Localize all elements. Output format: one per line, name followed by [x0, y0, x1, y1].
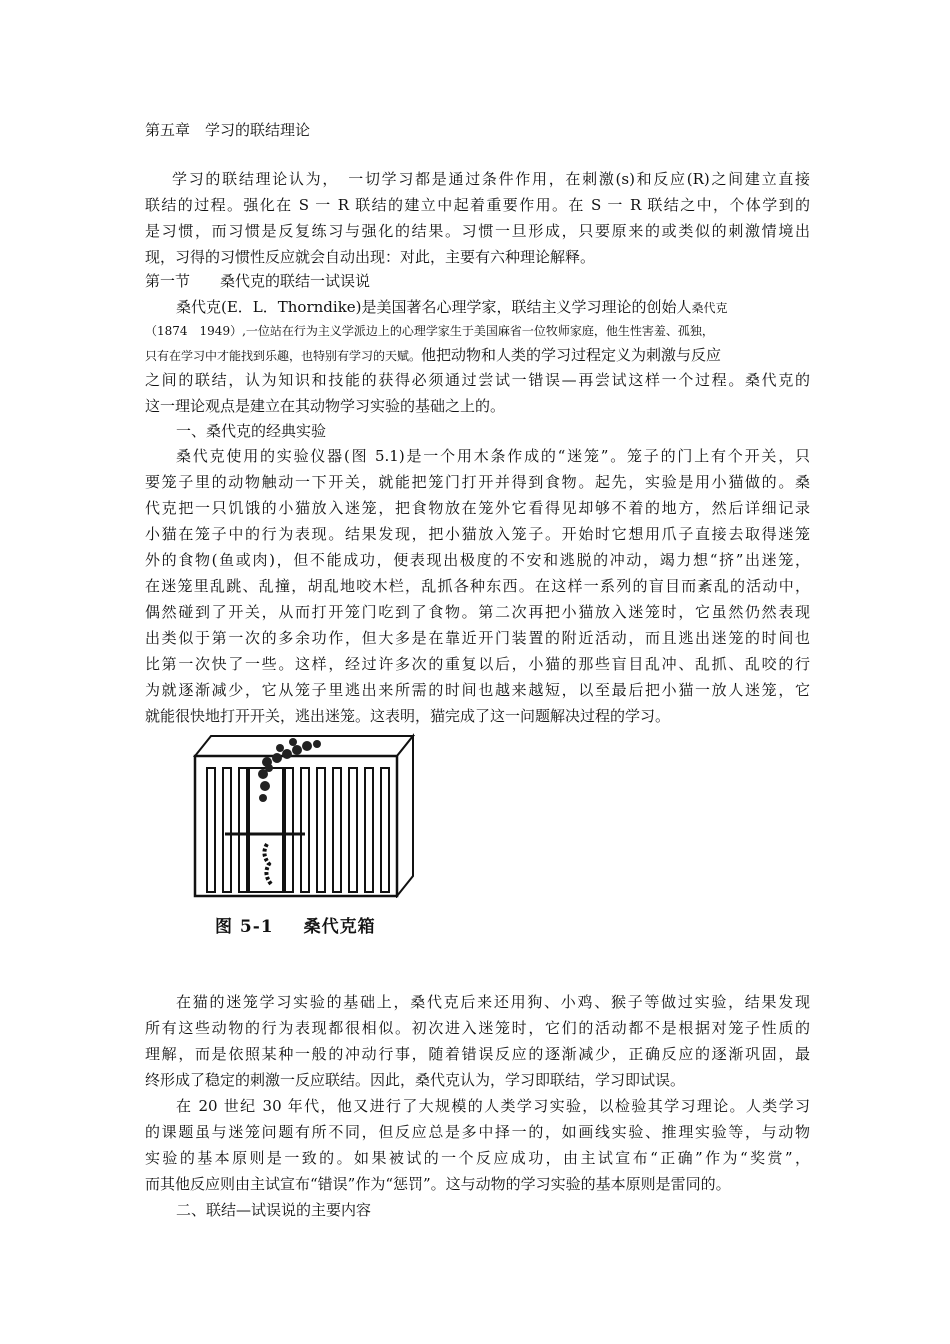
subsection-1-title: 一、桑代克的经典实验 [176, 422, 327, 440]
intro-line-3: 是习惯，而习惯是反复练习与强化的结果。习惯一旦形成，只要原来的或类似的刺激情境出 [145, 222, 810, 240]
figure-caption [215, 912, 376, 937]
human-experiment-line-3: 实验的基本原则是一致的。如果被试的一个反应成功，由主试宣布“正确”作为“奖赏”， [145, 1149, 810, 1167]
experiment-line-8: 出类似于第一次的多余功作，但大多是在靠近开门装置的附近活动，而且逃出迷笼的时间也 [145, 629, 810, 647]
human-experiment-line-1: 在 20 世纪 30 年代，他又进行了大规模的人类学习实验，以检验其学习理论。人类学习 [176, 1097, 810, 1115]
human-experiment-line-2: 的课题虽与迷笼问题有所不同，但反应总是多中择一的，如画线实验、推理实验等，与动物 [145, 1123, 810, 1141]
experiment-line-3: 代克把一只饥饿的小猫放入迷笼，把食物放在笼外它看得见却够不着的地方，然后详细记录 [145, 499, 810, 517]
thorndike-line-1 [176, 294, 810, 321]
experiment-line-10: 为就逐渐减少，它从笼子里逃出来所需的时间也越来越短，以至最后把小猫一放人迷笼，它 [145, 681, 810, 699]
experiment-line-6: 在迷笼里乱跳、乱撞，胡乱地咬木栏，乱抓各种东西。在这样一系列的盲目而紊乱的活动中， [145, 577, 810, 595]
thorndike-line-2-note: （1874 1949）,一位站在行为主义学派边上的心理学家生于美国麻省一位牧师家庭，他生性害羞、孤独， [145, 324, 714, 338]
experiment-line-4: 小猫在笼子中的行为表现。结果发现，把小猫放入笼子。开始时它想用爪子直接去取得迷笼 [145, 525, 810, 543]
experiment-line-2: 要笼子里的动物触动一下开关，就能把笼门打开并得到食物。起先，实验是用小猫做的。桑 [145, 473, 810, 491]
figure-number: 图 5-1 [215, 917, 274, 937]
thorndike-line-4: 之间的联结，认为知识和技能的获得必须通过尝试一错误—再尝试这样一个过程。桑代克的 [145, 371, 810, 389]
intro-line-2: 联结的过程。强化在 S 一 R 联结的建立中起着重要作用。在 S 一 R 联结之中，个体学到的 [145, 196, 810, 214]
figure-title: 桑代克箱 [303, 917, 376, 937]
experiment-line-9: 比第一次快了一些。这样，经过许多次的重复以后，小猫的那些盲目乱冲、乱抓、乱咬的行 [145, 655, 810, 673]
thorndike-line-3-note: 只有在学习中才能找到乐趣，也特别有学习的天赋。 [145, 349, 422, 363]
thorndike-line-1-note: 桑代克 [691, 301, 728, 315]
after-figure-line-2: 所有这些动物的行为表现都很相似。初次进入迷笼时，它们的活动都不是根据对笼子性质的 [145, 1019, 810, 1037]
human-experiment-line-4: 而其他反应则由主试宣布“错误”作为“惩罚”。这与动物的学习实验的基本原则是雷同的。 [145, 1175, 731, 1193]
subsection-2-title: 二、联结—试误说的主要内容 [176, 1201, 372, 1219]
chapter-title: 第五章 学习的联结理论 [145, 121, 311, 139]
experiment-line-1: 桑代克使用的实验仪器(图 5.1)是一个用木条作成的“迷笼”。笼子的门上有个开关，只 [176, 447, 810, 465]
experiment-line-5: 外的食物(鱼或肉)，但不能成功，便表现出极度的不安和逃脱的冲动，竭力想“挤”出迷笼， [145, 551, 810, 569]
thorndike-puzzle-box-illustration [185, 728, 415, 898]
thorndike-line-3-main: 他把动物和人类的学习过程定义为刺激与反应 [421, 346, 722, 364]
thorndike-line-5: 这一理论观点是建立在其动物学习实验的基础之上的。 [145, 397, 506, 415]
intro-line-4: 现，习得的习惯性反应就会自动出现：对此，主要有六种理论解释。 [145, 248, 596, 266]
section-1-title: 第一节 桑代克的联结一试误说 [145, 272, 371, 290]
after-figure-line-4: 终形成了稳定的刺激一反应联结。因此，桑代克认为，学习即联结，学习即试误。 [145, 1071, 686, 1089]
thorndike-line-3 [145, 342, 810, 369]
after-figure-line-1: 在猫的迷笼学习实验的基础上，桑代克后来还用狗、小鸡、猴子等做过实验，结果发现 [176, 993, 810, 1011]
experiment-line-11: 就能很快地打开开关，逃出迷笼。这表明，猫完成了这一问题解决过程的学习。 [145, 707, 671, 725]
thorndike-line-1-main: 桑代克(E．L．Thorndike)是美国著名心理学家，联结主义学习理论的创始人 [176, 298, 692, 316]
intro-line-1: 学习的联结理论认为， 一切学习都是通过条件作用，在刺激(s)和反应(R)之间建立直接 [172, 170, 810, 188]
after-figure-line-3: 理解，而是依照某种一般的冲动行事，随着错误反应的逐渐减少，正确反应的逐渐巩固，最 [145, 1045, 810, 1063]
experiment-line-7: 偶然碰到了开关，从而打开笼门吃到了食物。第二次再把小猫放入迷笼时，它虽然仍然表现 [145, 603, 810, 621]
